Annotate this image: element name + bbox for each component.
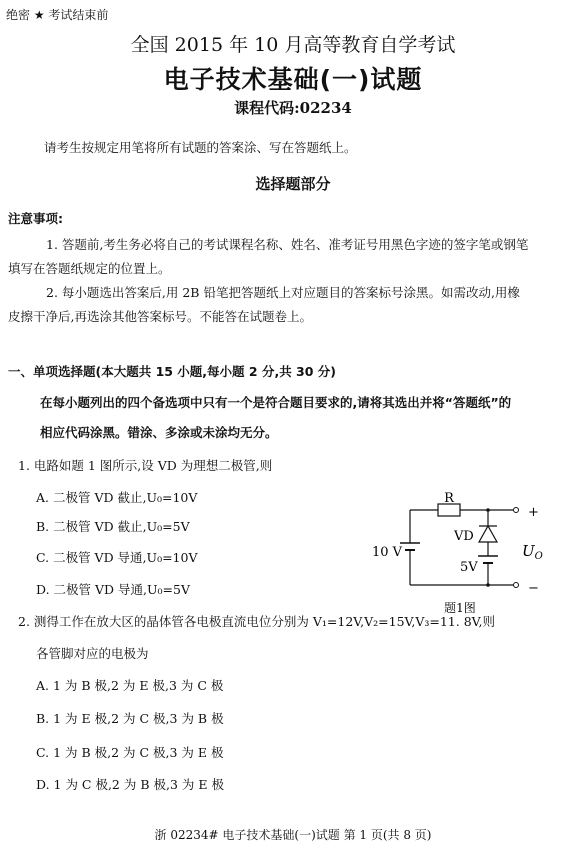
battery-label: 5V	[460, 560, 478, 575]
source-label: 10 V	[372, 545, 403, 560]
notice-item2-line1: 2. 每小题选出答案后,用 2B 铅笔把答题纸上对应题目的答案标号涂黑。如需改动,用橡	[46, 285, 520, 300]
circuit-figure-1	[368, 488, 558, 620]
figure-caption: 题1图	[444, 601, 476, 615]
q2-option-b: B. 1 为 E 极,2 为 C 极,3 为 B 极	[36, 711, 224, 726]
q2-option-c: C. 1 为 B 极,2 为 C 极,3 为 E 极	[36, 745, 224, 760]
output-voltage-label: $U_O$	[522, 542, 543, 562]
question-2-stem-line2: 各管脚对应的电极为	[36, 646, 149, 661]
part1-desc-line2: 相应代码涂黑。错涂、多涂或未涂均无分。	[40, 425, 278, 440]
notice-heading: 注意事项:	[8, 211, 63, 226]
notice-item1-line1: 1. 答题前,考生务必将自己的考试课程名称、姓名、准考证号用黑色字迹的签字笔或钢笔	[46, 237, 529, 252]
q1-option-a: A. 二极管 VD 截止,U₀=10V	[36, 490, 198, 505]
section-title: 选择题部分	[255, 175, 331, 193]
q1-option-d: D. 二极管 VD 导通,U₀=5V	[36, 582, 190, 597]
confidential-label: 绝密 ★ 考试结束前	[6, 8, 109, 22]
vd-label: VD	[454, 529, 474, 544]
answer-instruction: 请考生按规定用笔将所有试题的答案涂、写在答题纸上。	[44, 140, 357, 155]
notice-item2-line2: 皮擦干净后,再选涂其他答案标号。不能答在试题卷上。	[8, 309, 312, 324]
q1-option-b: B. 二极管 VD 截止,U₀=5V	[36, 519, 190, 534]
plus-sign: +	[528, 505, 539, 520]
q2-option-d: D. 1 为 C 极,2 为 B 极,3 为 E 极	[36, 777, 224, 792]
exam-title: 全国 2015 年 10 月高等教育自学考试	[130, 34, 456, 56]
r-label: R	[444, 491, 454, 506]
q2-option-a: A. 1 为 B 极,2 为 E 极,3 为 C 极	[36, 678, 224, 693]
notice-item1-line2: 填写在答题纸规定的位置上。	[8, 261, 171, 276]
course-code: 课程代码:02234	[234, 99, 352, 117]
part1-desc-line1: 在每小题列出的四个备选项中只有一个是符合题目要求的,请将其选出并将“答题纸”的	[40, 395, 512, 410]
question-1-stem: 1. 电路如题 1 图所示,设 VD 为理想二极管,则	[18, 458, 273, 473]
page-footer: 浙 02234# 电子技术基础(一)试题 第 1 页(共 8 页)	[154, 828, 432, 842]
paper-title: 电子技术基础(一)试题	[163, 65, 423, 94]
part1-heading: 一、单项选择题(本大题共 15 小题,每小题 2 分,共 30 分)	[8, 364, 337, 379]
q1-option-c: C. 二极管 VD 导通,U₀=10V	[36, 550, 198, 565]
minus-sign: −	[528, 581, 539, 596]
question-2-stem-line1: 2. 测得工作在放大区的晶体管各电极直流电位分别为 V₁=12V,V₂=15V,V₃=11. 8V,则	[18, 614, 495, 629]
